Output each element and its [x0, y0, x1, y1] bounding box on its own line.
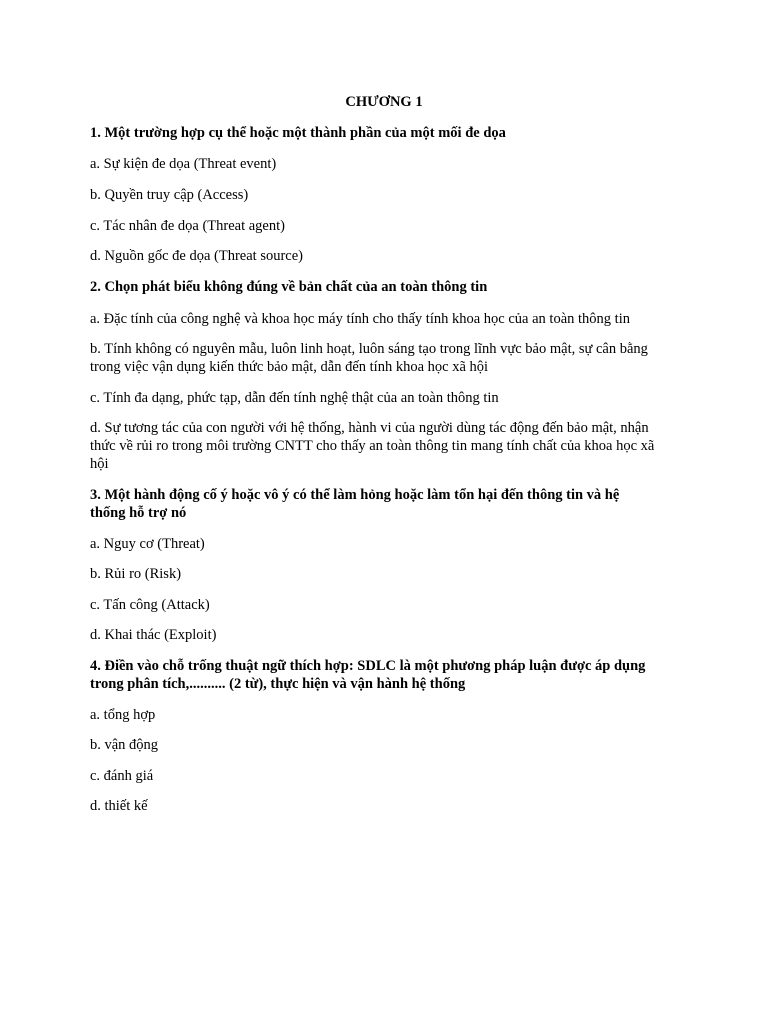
- question-1-option-a: a. Sự kiện đe dọa (Threat event): [90, 156, 277, 172]
- question-4-option-d: d. thiết kế: [90, 798, 148, 814]
- question-1-option-d: d. Nguồn gốc đe dọa (Threat source): [90, 248, 303, 264]
- question-2-option-b-line-1: b. Tính không có nguyên mẫu, luôn linh hoạt, luôn sáng tạo trong lĩnh vực bảo mật, sự cân bằng: [90, 341, 648, 357]
- question-4-text-line-2: trong phân tích,.......... (2 từ), thực hiện và vận hành hệ thống: [90, 676, 466, 692]
- question-2-text: 2. Chọn phát biểu không đúng về bản chất của an toàn thông tin: [90, 279, 488, 295]
- question-4-option-a: a. tổng hợp: [90, 707, 156, 723]
- question-3-text-line-2: thống hỗ trợ nó: [90, 505, 187, 521]
- question-2-option-c: c. Tính đa dạng, phức tạp, dẫn đến tính nghệ thật của an toàn thông tin: [90, 390, 499, 406]
- question-4-option-b: b. vận động: [90, 737, 159, 753]
- question-3-option-c: c. Tấn công (Attack): [90, 597, 210, 613]
- question-1-option-b: b. Quyền truy cập (Access): [90, 187, 249, 203]
- question-2-option-b-line-2: trong việc vận dụng kiến thức bảo mật, dẫn đến tính khoa học xã hội: [90, 359, 489, 375]
- question-1-text: 1. Một trường hợp cụ thể hoặc một thành phần của một mối đe dọa: [90, 125, 506, 141]
- question-3-option-a: a. Nguy cơ (Threat): [90, 536, 205, 552]
- question-3-text-line-1: 3. Một hành động cố ý hoặc vô ý có thể làm hỏng hoặc làm tổn hại đến thông tin và hệ: [90, 487, 620, 503]
- question-3-option-b: b. Rủi ro (Risk): [90, 566, 182, 582]
- chapter-title: CHƯƠNG 1: [345, 94, 423, 110]
- question-2-option-d-line-2: thức về rủi ro trong môi trường CNTT cho thấy an toàn thông tin mang tính chất của khoa học xã: [90, 438, 655, 454]
- question-4-text-line-1: 4. Điền vào chỗ trống thuật ngữ thích hợp: SDLC là một phương pháp luận được áp dụng: [90, 658, 646, 674]
- question-4-option-c: c. đánh giá: [90, 768, 154, 784]
- question-2-option-d-line-1: d. Sự tương tác của con người với hệ thống, hành vi của người dùng tác động đến bảo mật, nhận: [90, 420, 649, 436]
- question-2-option-a: a. Đặc tính của công nghệ và khoa học máy tính cho thấy tính khoa học của an toàn thông tin: [90, 311, 630, 327]
- question-2-option-d-line-3: hội: [90, 456, 109, 472]
- question-1-option-c: c. Tác nhân đe dọa (Threat agent): [90, 218, 285, 234]
- question-3-option-d: d. Khai thác (Exploit): [90, 627, 217, 643]
